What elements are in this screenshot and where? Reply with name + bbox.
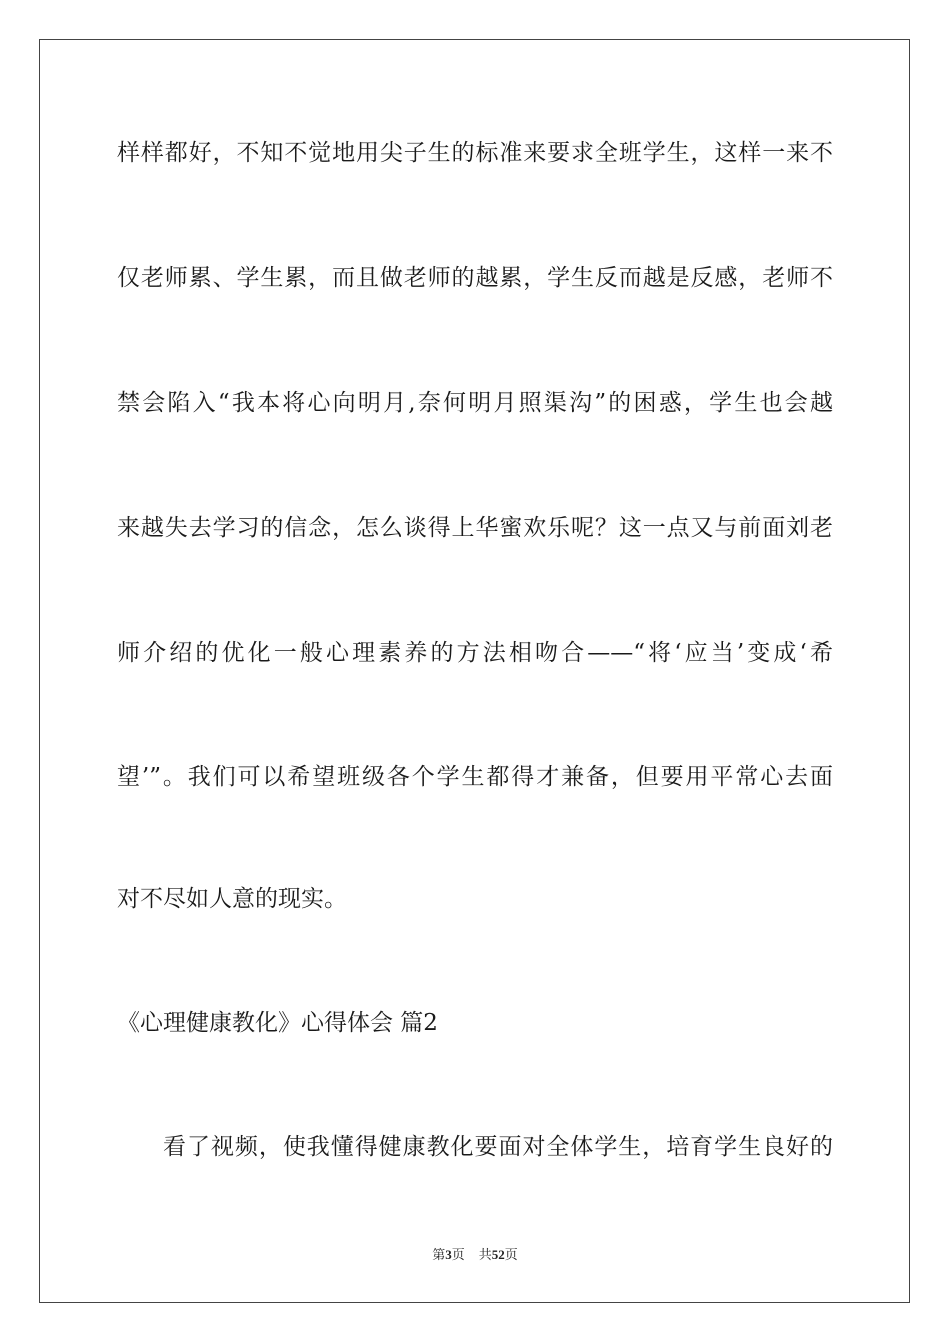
footer-page-total: 52 xyxy=(491,1247,505,1262)
page-border xyxy=(39,39,910,1303)
footer-page-current: 3 xyxy=(445,1247,452,1262)
section-heading: 《心理健康教化》心得体会 篇2 xyxy=(117,1010,438,1036)
footer-page-suffix: 页 xyxy=(451,1248,465,1263)
footer-page-prefix: 第 xyxy=(432,1248,446,1263)
body-text-line-2: 仅老师累、学生累，而且做老师的越累，学生反而越是反感，老师不 xyxy=(117,265,833,291)
body-text-line-5: 师介绍的优化一般心理素养的方法相吻合——“将‘应当’变成‘希 xyxy=(117,640,833,666)
footer-total-prefix: 共 xyxy=(478,1248,492,1263)
body-text-line-4: 来越失去学习的信念，怎么谈得上华蜜欢乐呢？这一点又与前面刘老 xyxy=(117,515,833,541)
footer-total-suffix: 页 xyxy=(504,1248,518,1263)
body-text-line-6: 望’”。我们可以希望班级各个学生都得才兼备，但要用平常心去面 xyxy=(117,764,833,790)
body-text-line-1: 样样都好，不知不觉地用尖子生的标准来要求全班学生，这样一来不 xyxy=(117,140,833,166)
page-footer xyxy=(0,1246,950,1265)
paragraph-2-first-line: 看了视频，使我懂得健康教化要面对全体学生，培育学生良好的 xyxy=(163,1134,833,1160)
body-text-line-7: 对不尽如人意的现实。 xyxy=(117,886,347,912)
body-text-line-3: 禁会陷入“我本将心向明月,奈何明月照渠沟”的困惑，学生也会越 xyxy=(117,390,833,416)
